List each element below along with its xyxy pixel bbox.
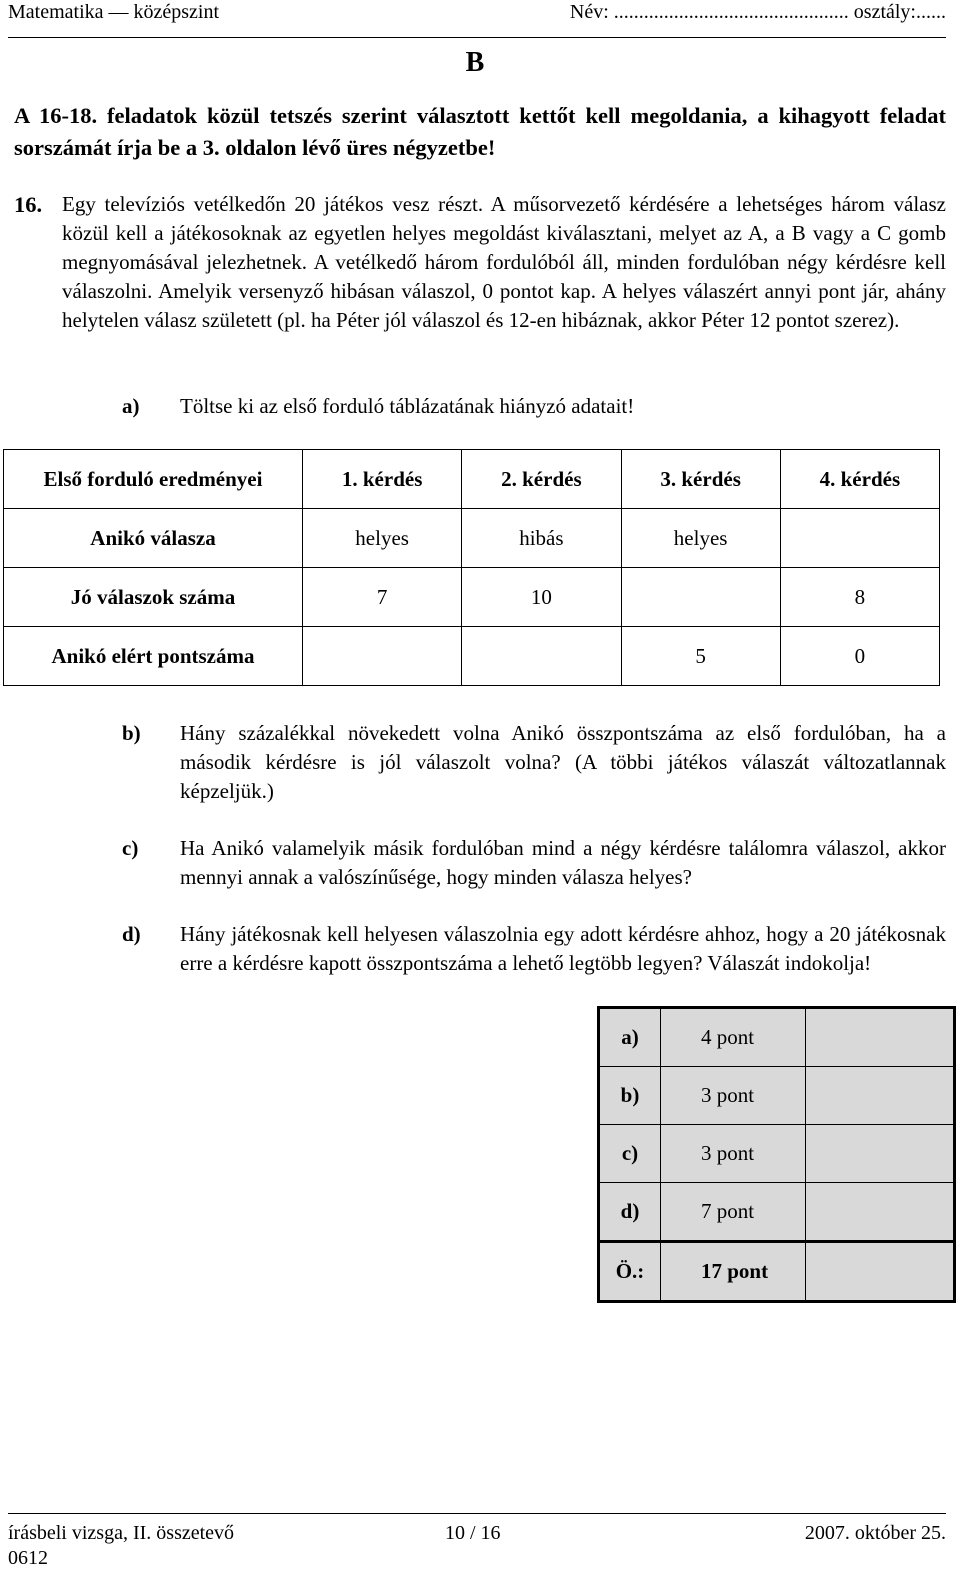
results-table: [3, 449, 940, 686]
score-total-points: 17 pont: [661, 1242, 806, 1302]
table-cell[interactable]: 7: [303, 568, 462, 627]
footer-code: 0612: [8, 1547, 48, 1569]
header-subject: Matematika — középszint: [8, 1, 220, 23]
question-b: [122, 719, 946, 806]
score-entry-box[interactable]: [806, 1183, 955, 1242]
row-header: Jó válaszok száma: [4, 568, 303, 627]
table-cell[interactable]: helyes: [621, 509, 780, 568]
table-header-cell: 3. kérdés: [621, 450, 780, 509]
section-letter: B: [465, 47, 485, 78]
footer-rule: [8, 1513, 946, 1514]
table-cell[interactable]: 0: [780, 627, 939, 686]
score-entry-box[interactable]: [806, 1008, 955, 1067]
table-row: [4, 627, 940, 686]
footer-date: 2007. október 25.: [804, 1522, 946, 1544]
score-row: [599, 1183, 955, 1242]
score-total-label: Ö.:: [599, 1242, 661, 1302]
problem-text: Egy televíziós vetélkedőn 20 játékos vesz részt. A műsorvezető kérdésére a lehetséges három válasz közül kell a játékosoknak az egyetlen helyes megoldást kiválasztani, melyet az A, a B vagy a C gomb megnyomásával jelezhetnek. A vetélkedő három fordulóból áll, minden fordulóban négy kérdésre kell válaszolni. Amelyik versenyző hibásan válaszol, 0 pontot kap. A helyes válaszért annyi pont jár, ahány helytelen válasz született (pl. ha Péter jól válaszol és 12-en hibáznak, akkor Péter 12 pontot szerez).: [62, 192, 946, 332]
table-cell[interactable]: 5: [621, 627, 780, 686]
score-label: d): [599, 1183, 661, 1242]
problem-number: 16.: [14, 192, 43, 217]
table-cell[interactable]: 10: [462, 568, 621, 627]
table-row: [4, 509, 940, 568]
row-header: Anikó válasza: [4, 509, 303, 568]
score-label: a): [599, 1008, 661, 1067]
question-c: [122, 834, 946, 892]
question-d: [122, 920, 946, 978]
score-points: 7 pont: [661, 1183, 806, 1242]
question-text: Ha Anikó valamelyik másik fordulóban mind a négy kérdésre találomra válaszol, akkor mennyi annak a valószínűsége, hogy minden válasza helyes?: [180, 836, 946, 889]
score-row: [599, 1067, 955, 1125]
question-text: Hány százalékkal növekedett volna Anikó összpontszáma az első fordulóban, ha a második kérdésre is jól válaszolt volna? (A többi játékos válaszát változatlannak képzeljük.): [180, 721, 946, 803]
question-label: c): [122, 836, 139, 860]
table-header-row: [4, 450, 940, 509]
footer-exam-part: írásbeli vizsga, II. összetevő: [8, 1522, 235, 1544]
score-entry-box[interactable]: [806, 1067, 955, 1125]
score-row: [599, 1008, 955, 1067]
table-cell[interactable]: 8: [780, 568, 939, 627]
question-label: b): [122, 721, 141, 745]
score-points: 3 pont: [661, 1067, 806, 1125]
table-cell[interactable]: [621, 568, 780, 627]
table-cell[interactable]: [303, 627, 462, 686]
table-header-cell: Első forduló eredményei: [4, 450, 303, 509]
table-cell[interactable]: [780, 509, 939, 568]
score-label: b): [599, 1067, 661, 1125]
question-label: d): [122, 922, 141, 946]
score-label: c): [599, 1125, 661, 1183]
score-table: [597, 1006, 956, 1303]
footer-page-number: 10 / 16: [445, 1522, 501, 1544]
header-name-class: Név: ............................................... osztály:......: [569, 1, 946, 23]
instruction-text: A 16-18. feladatok közül tetszés szerint választott kettőt kell megoldania, a kihagyott feladat sorszámát írja be a 3. oldalon lévő üres négyzetbe!: [14, 103, 946, 160]
question-text: Töltse ki az első forduló táblázatának hiányzó adatait!: [180, 394, 635, 418]
header-rule: [8, 37, 946, 38]
table-cell[interactable]: [462, 627, 621, 686]
question-a: [122, 392, 946, 421]
table-header-cell: 1. kérdés: [303, 450, 462, 509]
score-points: 3 pont: [661, 1125, 806, 1183]
row-header: Anikó elért pontszáma: [4, 627, 303, 686]
table-header-cell: 2. kérdés: [462, 450, 621, 509]
table-cell[interactable]: hibás: [462, 509, 621, 568]
question-label: a): [122, 394, 140, 418]
question-text: Hány játékosnak kell helyesen válaszolnia egy adott kérdésre ahhoz, hogy a 20 játékosnak erre a kérdésre kapott összpontszáma a lehető legtöbb legyen? Válaszát indokolja!: [180, 922, 946, 975]
table-row: [4, 568, 940, 627]
score-total-entry-box[interactable]: [806, 1242, 955, 1302]
score-entry-box[interactable]: [806, 1125, 955, 1183]
table-header-cell: 4. kérdés: [780, 450, 939, 509]
table-cell[interactable]: helyes: [303, 509, 462, 568]
score-points: 4 pont: [661, 1008, 806, 1067]
score-row: [599, 1125, 955, 1183]
score-total-row: [599, 1242, 955, 1302]
